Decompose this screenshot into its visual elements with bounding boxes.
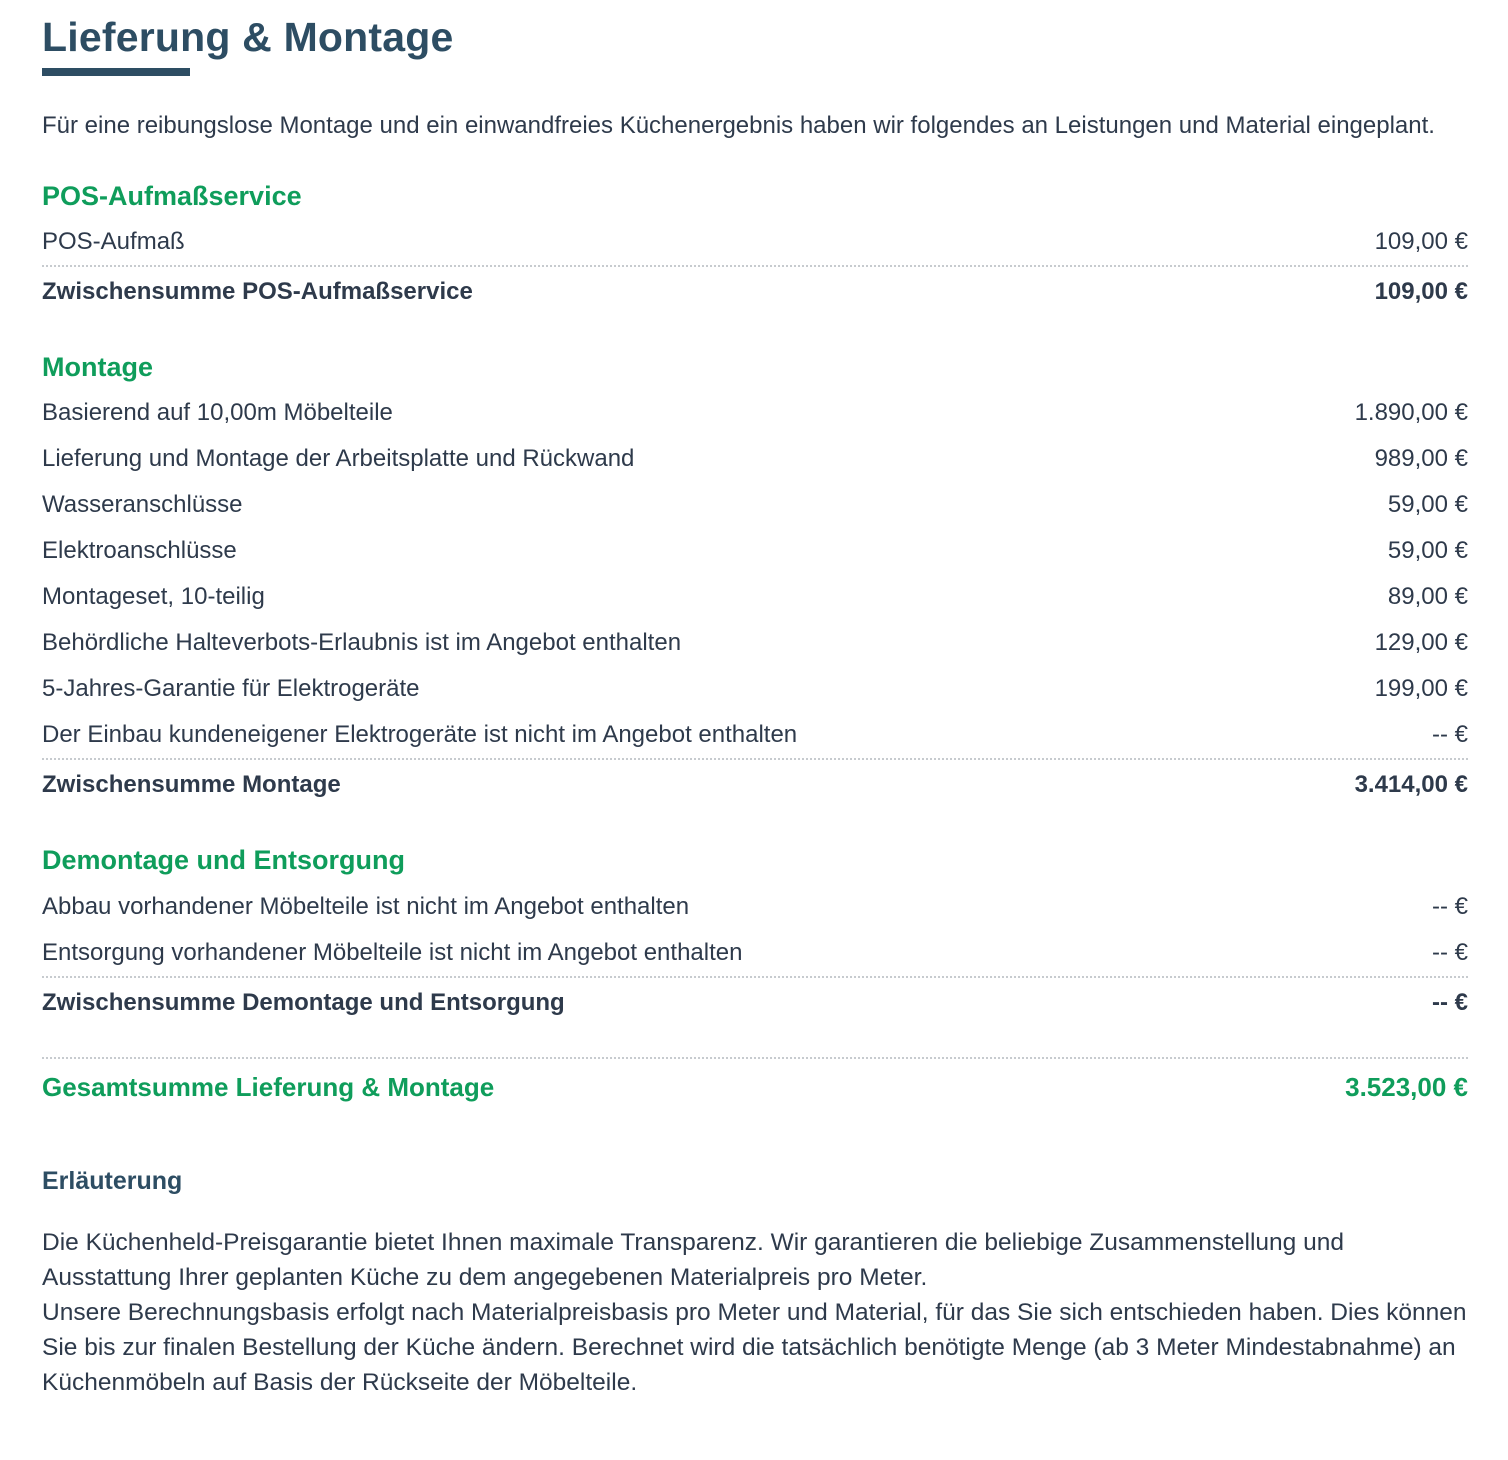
line-item (42, 712, 1468, 758)
item-label: Montageset, 10-teilig (42, 583, 265, 611)
line-item (42, 219, 1468, 265)
explanation-title: Erläuterung (42, 1166, 183, 1195)
item-price: 199,00 € (1374, 675, 1468, 703)
item-label: Wasseranschlüsse (42, 491, 243, 519)
item-price: -- € (1432, 721, 1468, 749)
line-item (42, 528, 1468, 574)
line-item (42, 574, 1468, 620)
line-item (42, 666, 1468, 712)
section-title: Montage (42, 352, 153, 383)
grand-total-price: 3.523,00 € (1345, 1071, 1468, 1102)
item-price: -- € (1432, 938, 1468, 966)
item-label: Der Einbau kundeneigener Elektrogeräte ist nicht im Angebot enthalten (42, 721, 798, 749)
page-title: Lieferung & Montage (42, 14, 454, 60)
item-price: 59,00 € (1387, 491, 1468, 519)
title-underline (42, 68, 190, 76)
explanation-paragraph-1: Die Küchenheld-Preisgarantie bietet Ihnen maximale Transparenz. Wir garantieren die beliebige Zusammenstellung und Ausstattung Ihrer geplanten Küche zu dem angegebenen Materialpreis pro Meter. (42, 1228, 1344, 1291)
subtotal-label: Zwischensumme Demontage und Entsorgung (42, 988, 565, 1016)
subtotal-price: -- € (1432, 988, 1468, 1016)
item-label: Abbau vorhandener Möbelteile ist nicht im Angebot enthalten (42, 892, 690, 920)
subtotal-label: Zwischensumme POS-Aufmaßservice (42, 278, 473, 306)
section-montage (42, 350, 1468, 808)
line-item (42, 390, 1468, 436)
grand-total-row (42, 1059, 1468, 1110)
item-price: 59,00 € (1387, 537, 1468, 565)
explanation-text (42, 1225, 1468, 1400)
subtotal-price: 3.414,00 € (1354, 771, 1468, 799)
item-label: Lieferung und Montage der Arbeitsplatte und Rückwand (42, 445, 635, 473)
subtotal-row (42, 976, 1468, 1026)
item-label: Elektroanschlüsse (42, 537, 237, 565)
subtotal-row (42, 758, 1468, 808)
item-price: 1.890,00 € (1354, 399, 1468, 427)
item-price: 109,00 € (1374, 228, 1468, 256)
intro-text: Für eine reibungslose Montage und ein einwandfreies Küchenergebnis haben wir folgendes an Leistungen und Material eingeplant. (42, 112, 1435, 140)
section-title: Demontage und Entsorgung (42, 845, 405, 876)
section-demontage-entsorgung (42, 843, 1468, 1025)
line-item (42, 620, 1468, 666)
item-label: 5-Jahres-Garantie für Elektrogeräte (42, 675, 420, 703)
subtotal-row (42, 265, 1468, 315)
item-label: Basierend auf 10,00m Möbelteile (42, 399, 393, 427)
item-price: -- € (1432, 892, 1468, 920)
section-pos-aufmassservice (42, 179, 1468, 315)
item-label: POS-Aufmaß (42, 228, 185, 256)
explanation-section (42, 1167, 1468, 1400)
item-price: 89,00 € (1387, 583, 1468, 611)
item-label: Behördliche Halteverbots-Erlaubnis ist im Angebot enthalten (42, 629, 682, 657)
line-item (42, 930, 1468, 976)
line-item (42, 482, 1468, 528)
section-title: POS-Aufmaßservice (42, 181, 302, 212)
line-item (42, 436, 1468, 482)
subtotal-label: Zwischensumme Montage (42, 771, 341, 799)
item-price: 989,00 € (1374, 445, 1468, 473)
grand-total-label: Gesamtsumme Lieferung & Montage (42, 1071, 495, 1102)
explanation-paragraph-2: Unsere Berechnungsbasis erfolgt nach Materialpreisbasis pro Meter und Material, für das Sie sich entschieden haben. Dies können Sie bis zur finalen Bestellung der Küche ändern. Berechnet wird die tatsächlich benötigte Menge (ab 3 Meter Mindestabnahme) an Küchenmöbeln auf Basis der Rückseite der Möbelteile. (42, 1298, 1467, 1396)
item-label: Entsorgung vorhandener Möbelteile ist nicht im Angebot enthalten (42, 938, 743, 966)
subtotal-price: 109,00 € (1374, 278, 1468, 306)
item-price: 129,00 € (1374, 629, 1468, 657)
line-item (42, 884, 1468, 930)
